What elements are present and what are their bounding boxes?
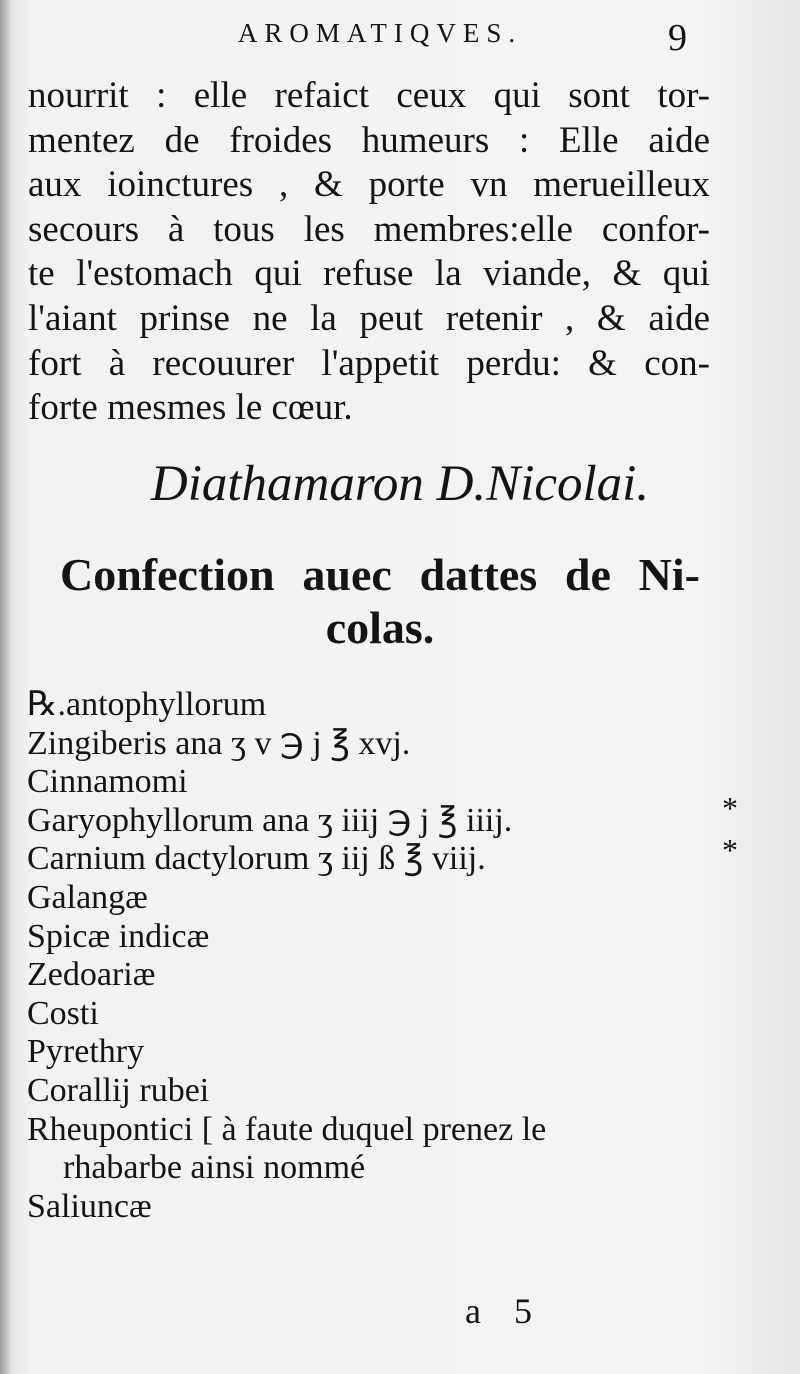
body-line: nourrit : elle refaict ceux qui sont tor- (28, 75, 710, 116)
ingredient-item: Galangæ (27, 878, 148, 916)
recipe-heading: Diathamaron D.Nicolai. (150, 456, 650, 512)
ingredient-item: Garyophyllorum ana ʒ iiij ℈ j ℥ iiij. (27, 801, 513, 839)
ingredient-item: ℞.antophyllorum (27, 686, 267, 723)
ingredient-item: Pyrethry (27, 1033, 145, 1071)
body-line: mentez de froides humeurs : Elle aide (28, 119, 710, 161)
margin-asterisk: * (722, 790, 738, 826)
body-line: forte mesmes le cœur. (28, 387, 353, 429)
ingredient-item: Zedoariæ (27, 956, 156, 994)
body-line: secours à tous les membres:elle confor- (28, 208, 710, 250)
body-line: fort à recouurer l'appetit perdu: & con- (28, 342, 710, 384)
ingredient-item: Spicæ indicæ (27, 917, 210, 955)
subheading-line: Confection auec dattes de Ni- (60, 549, 700, 600)
subheading-line: colas. (325, 602, 435, 653)
page-binding-edge (0, 0, 10, 1374)
ingredient-list (27, 686, 717, 1226)
ingredient-item: Zingiberis ana ʒ v ℈ j ℥ xvj. (27, 724, 411, 762)
ingredient-item: Rheupontici [ à faute duquel prenez le (27, 1110, 547, 1148)
ingredient-item: Carnium dactylorum ʒ iij ß ℥ viij. (27, 840, 486, 878)
margin-asterisk: * (722, 832, 738, 868)
running-head: AROMATIQVES. (237, 18, 523, 48)
ingredient-item: Saliuncæ (27, 1187, 152, 1225)
signature-mark: a 5 (465, 1291, 544, 1331)
ingredient-item: rhabarbe ainsi nommé (63, 1149, 366, 1187)
ingredient-item: Cinnamomi (27, 763, 188, 801)
body-line: l'aiant prinse ne la peut retenir , & aide (28, 297, 710, 339)
body-paragraph (28, 74, 710, 431)
ingredient-item: Costi (27, 994, 99, 1032)
ingredient-item: Corallij rubei (27, 1071, 210, 1109)
page-number: 9 (668, 17, 687, 59)
recipe-subheading (60, 548, 700, 654)
body-line: te l'estomach qui refuse la viande, & qui (28, 253, 710, 295)
body-line: aux ioinctures , & porte vn merueilleux (28, 164, 710, 206)
